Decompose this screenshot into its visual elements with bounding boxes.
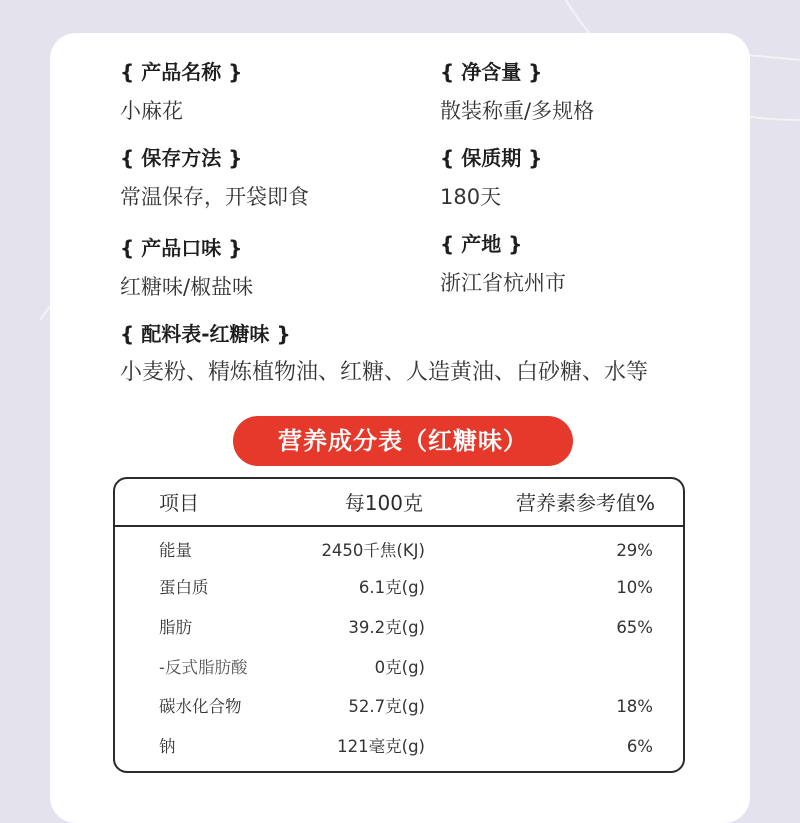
row-nrv: 6%	[626, 737, 653, 756]
field-label: { 产品名称 }	[120, 60, 243, 84]
row-item: 碳水化合物	[159, 697, 242, 716]
table-row	[115, 687, 683, 727]
field-label: { 净含量 }	[440, 60, 543, 84]
table-row	[115, 608, 683, 648]
nutrition-title: 营养成分表（红糖味）	[233, 416, 573, 466]
field-value: 小麦粉、精炼植物油、红糖、人造黄油、白砂糖、水等	[120, 360, 649, 385]
row-item: 能量	[159, 541, 192, 560]
row-per100: 121毫克(g)	[337, 737, 425, 756]
table-header	[115, 479, 683, 527]
header-nrv: 营养素参考值%	[515, 491, 655, 515]
row-nrv: 10%	[616, 578, 653, 597]
field-label: { 保存方法 }	[120, 146, 243, 170]
row-item: 脂肪	[159, 618, 192, 637]
field-value: 红糖味/椒盐味	[120, 275, 254, 299]
row-per100: 0克(g)	[374, 658, 425, 677]
header-item: 项目	[159, 491, 199, 515]
table-row	[115, 727, 683, 767]
row-per100: 2450千焦(KJ)	[321, 541, 425, 560]
field-label: { 产地 }	[440, 232, 523, 256]
row-per100: 39.2克(g)	[348, 618, 425, 637]
field-label: { 配料表-红糖味 }	[120, 322, 291, 346]
field-value: 小麻花	[120, 99, 183, 123]
field-flavor	[120, 234, 253, 302]
field-label: { 产品口味 }	[120, 236, 243, 260]
row-per100: 52.7克(g)	[348, 697, 425, 716]
table-row	[115, 531, 683, 571]
header-per100: 每100克	[344, 491, 423, 515]
table-row	[115, 648, 683, 688]
field-value: 常温保存，开袋即食	[120, 185, 309, 209]
row-item: -反式脂肪酸	[159, 658, 248, 677]
field-shelf-life	[440, 144, 542, 212]
field-value: 散装称重/多规格	[440, 99, 595, 123]
row-item: 蛋白质	[159, 578, 209, 597]
field-net-weight	[440, 58, 594, 126]
field-storage	[120, 144, 309, 212]
row-nrv: 18%	[616, 697, 653, 716]
field-ingredients	[120, 320, 648, 388]
field-label: { 保质期 }	[440, 146, 543, 170]
field-value: 浙江省杭州市	[440, 271, 566, 295]
field-origin	[440, 230, 566, 298]
row-per100: 6.1克(g)	[358, 578, 425, 597]
row-item: 钠	[159, 737, 176, 756]
row-nrv: 65%	[616, 618, 653, 637]
field-product-name	[120, 58, 242, 126]
table-row	[115, 568, 683, 608]
nutrition-table	[113, 477, 685, 773]
row-nrv: 29%	[616, 541, 653, 560]
field-value: 180天	[440, 185, 502, 209]
